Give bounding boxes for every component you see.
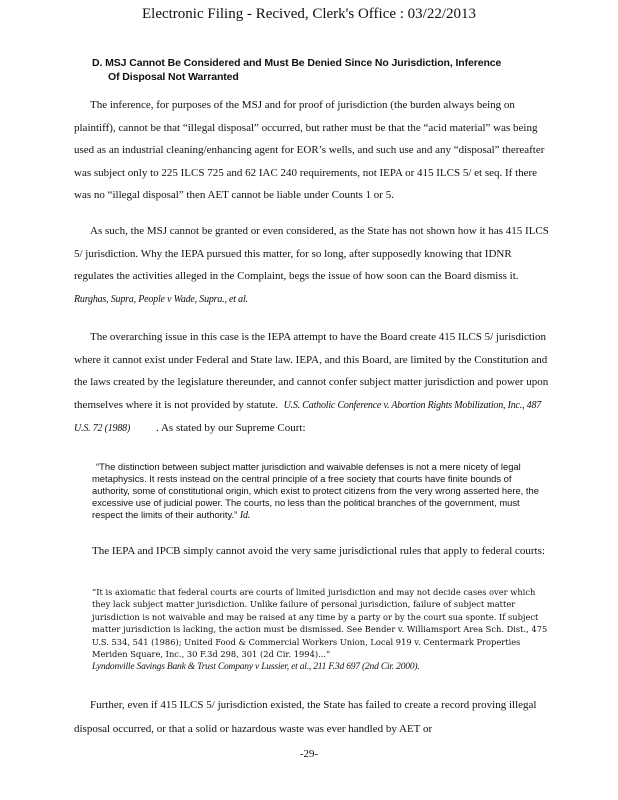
section-heading	[92, 56, 512, 84]
paragraph-further: Further, even if 415 ILCS 5/ jurisdiction existed, the State has failed to create a record proving illegal disposal occurred, or that a solid or hazardous waste was ever handled by AET or	[74, 699, 537, 735]
block-quote-supreme-court	[92, 461, 548, 522]
block-quote-axiomatic	[92, 586, 554, 674]
case-citation: U.S. Catholic Conference v. Abortion Rights Mobilization, Inc., 487 U.S. 72 (1988)	[74, 399, 542, 434]
quote-citation: Id.	[239, 510, 251, 521]
paragraph-overarching-issue	[74, 326, 550, 441]
quote-citation: Lyndonville Savings Bank & Trust Company v Lussier, et al., 211 F.3d 697 (2nd Cir. 2000).	[92, 662, 420, 673]
paragraph-msj-jurisdiction	[74, 220, 550, 311]
paragraph-overarching-text: The overarching issue in this case is the IEPA attempt to have the Board create 415 ILCS 5/ jurisdiction where it cannot exist under Federal and State law. IEPA, and this Board, are limited by the Constitution and the laws created by the legislature thereunder, and cannot confer subject matter jurisdiction and power upon themselves where it is not provided by statute.	[74, 331, 549, 411]
paragraph-overarching-tail: . As stated by our Supreme Court:	[156, 422, 306, 434]
page-number: -29-	[299, 748, 319, 760]
quote-text: “It is axiomatic that federal courts are courts of limited jurisdiction and may not decide cases over which they lack subject matter jurisdiction. Unlike failure of personal jurisdiction, failure of subject matter jurisdiction is not waivable and may be raised at any time by a party or by the court sua sponte. If subject matter jurisdiction is lacking, the action must be dismissed. See Bender v. Williamsport Area Sch. Dist., 475 U.S. 534, 541 (1986); United Food & Commercial Workers Union, Local 919 v. Centermark Properties Meriden Square, Inc., 30 F.3d 298, 301 (2d Cir. 1994)...”	[92, 587, 548, 660]
section-heading-line2: Of Disposal Not Warranted	[108, 71, 239, 83]
paragraph-federal-courts: The IEPA and IPCB simply cannot avoid the very same jurisdictional rules that apply to federal courts:	[92, 545, 545, 557]
quote-text: “The distinction between subject matter jurisdiction and waivable defenses is not a mere nicety of legal metaphysics. It rests instead on the central principle of a free society that courts have finite bounds of authority, some of constitutional origin, which exist to protect citizens from the very wrong asserted here, the excessive use of judicial power. The courts, no less than the political branches of the government, must respect the limits of their authority.”	[92, 461, 539, 520]
paragraph-inference: The inference, for purposes of the MSJ and for proof of jurisdiction (the burden always being on plaintiff), cannot be that “illegal disposal” occurred, but rather must be that the “acid material” was being used as an industrial cleaning/enhancing agent for EOR’s wells, and such use and any “disposal” thereafter was subject only to 225 ILCS 725 and 62 IAC 240 requirements, not IEPA or 415 ILCS 5/ et seq. If there was no “illegal disposal” then AET cannot be liable under Counts 1 or 5.	[74, 99, 545, 201]
paragraph-msj-text: As such, the MSJ cannot be granted or even considered, as the State has not shown how it has 415 ILCS 5/ jurisdiction. Why the IEPA pursued this matter, for so long, after supposedly knowing that IDNR regulates the activities alleged in the Complaint, begs the issue of how soon can the Board dismiss it.	[74, 225, 549, 282]
section-heading-line1: D. MSJ Cannot Be Considered and Must Be Denied Since No Jurisdiction, Inference	[92, 57, 502, 69]
case-citation: Rurghas, Supra, People v Wade, Supra., et al.	[74, 293, 248, 305]
filing-header: Electronic Filing - Recived, Clerk's Office : 03/22/2013	[141, 6, 477, 22]
